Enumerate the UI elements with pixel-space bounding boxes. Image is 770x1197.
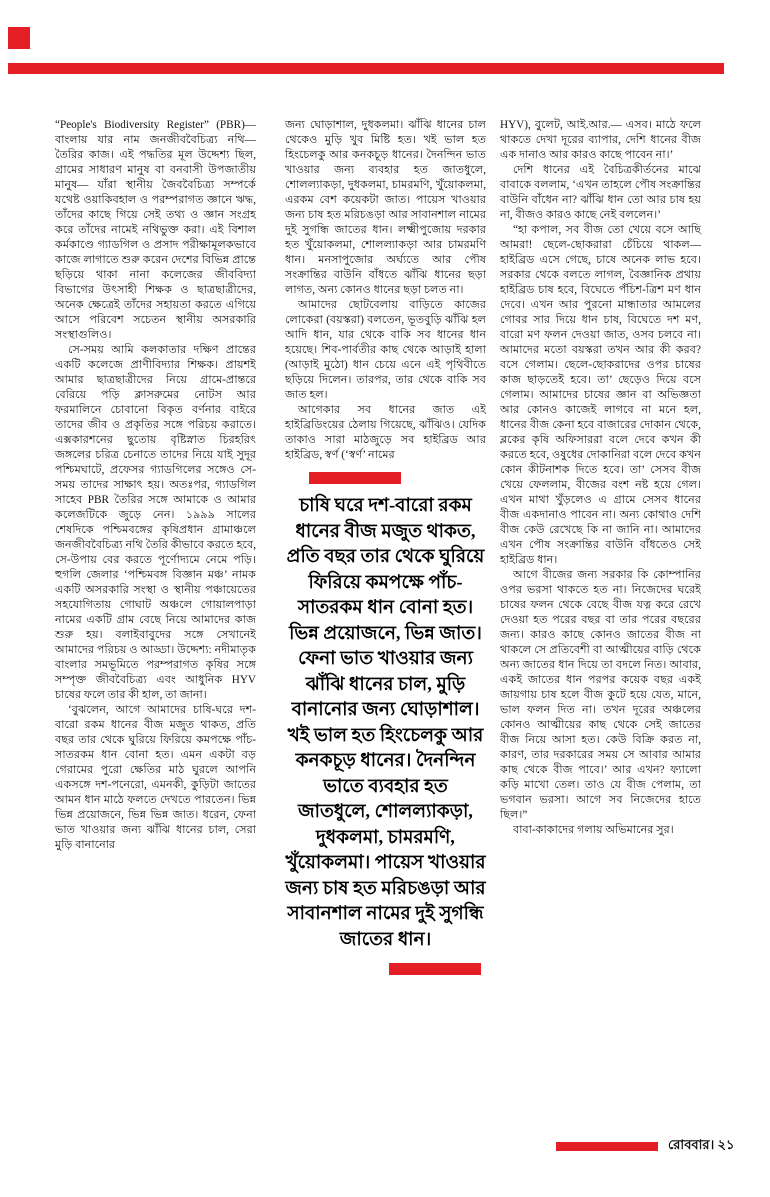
paragraph: জন্য ঘোড়াশাল, দুধকলমা। ঝাঁঝি ধানের চাল থেকেও মুড়ি খুব মিষ্টি হত। খই ভাল হত হিংচেলকু আর কনকচূড় ধানের। দৈনন্দিন ভাত খাওয়ার জন্য ব্যবহার হত জাতধুলে, শোলল্যাকড়া, দুধকলমা, চামরমণি, খুঁয়োকলমা, এরকম বেশ কয়েকটা জাত। পায়েস খাওয়ার জন্য চাষ হত মরিচঙড়া আর সাবানশাল নামের দুই সুগন্ধি জাতের ধান। লক্ষ্মীপুজোয় দরকার হত খুঁয়োকলমা, শোলল্যাকড়া আর চামরমণি ধান। মনসাপুজোর অর্ঘ্যতে আর পৌষ সংক্রান্তির বাউনি বাঁধতে ঝাঁঝি ধানের ছড়া লাগত, অন্য কোনও ধানের ছড়া চলত না। <box>285 119 486 296</box>
article-column-3 <box>500 118 701 838</box>
article-column-2 <box>285 118 486 975</box>
corner-accent-square <box>8 27 30 49</box>
paragraph: বাবা-কাকাদের গলায় অভিমানের সুর। <box>513 824 674 836</box>
pull-quote-top-rule <box>309 472 401 484</box>
top-red-rule <box>8 63 724 74</box>
paragraph: আগে বীজের জন্য সরকার কি কোম্পানির ওপর ভরসা থাকতে হত না। নিজেদের ঘরেই চাষের ফলন থেকে বেছে বীজ যত্ন করে রেখে দেওয়া হত পরের বছর বা তার পরের বছরের জন্য। কারও কাছে কোনও জাতের বীজ না থাকলে সে প্রতিবেশী বা আত্মীয়ের বাড়ি থেকে অন্য জাতের ধান দিয়ে তা বদলে নিত। আবার, একই জাতের ধান পরপর কয়েক বছর একই জায়গায় চাষ হলে বীজ কুটে হয়ে যেত, মানে, ভাল ফলন দিত না। তখন দূরের অঞ্চলের কোনও আত্মীয়ের কাছ থেকে সেই জাতের বীজ নিয়ে আসা হত। কেউ বিক্রি করত না, কারণ, তার দরকারের সময় সে আবার আমার কাছ থেকে বীজ পাবে।’ আর এখন? ফ্যালো কড়ি মাখো তেল। তাও যে বীজ পেলাম, তা ভগবান ভরসা। আগে সব নিজেদের হাতে ছিল।” <box>500 569 701 821</box>
pull-quote-text: চাষি ঘরে দশ-বারো রকম ধানের বীজ মজুত থাকত, প্রতি বছর তার থেকে ঘুরিয়ে ফিরিয়ে কমপক্ষে পাঁচ-সাতরকম ধান বোনা হত। ভিন্ন প্রয়োজনে, ভিন্ন জাত। ফেনা ভাত খাওয়ার জন্য ঝাঁঝি ধানের চাল, মুড়ি বানানোর জন্য ঘোড়াশাল। খই ভাল হত হিংচেলকু আর কনকচূড় ধানের। দৈনন্দিন ভাতে ব্যবহার হত জাতধুলে, শোলল্যাকড়া, দুধকলমা, চামরমণি, খুঁয়োকলমা। পায়েস খাওয়ার জন্য চাষ হত মরিচঙড়া আর সাবানশাল নামের দুই সুগন্ধি জাতের ধান। <box>285 496 486 950</box>
paragraph: “People's Biodiversity Register” (PBR)— বাংলায় যার নাম জনজীববৈচিত্র্য নথি— তৈরির কাজ। এই পদ্ধতির মূল উদ্দেশ্য ছিল, গ্রামের সাধারণ মানুষ বা বনবাসী উপজাতীয় মানুষ— যাঁরা স্থানীয় জৈববৈচিত্র্য সম্পর্কে যথেষ্ট ওয়াকিবহাল ও পরম্পরাগত জ্ঞানে ঋদ্ধ, তাঁদের কাছে গিয়ে সেই তথ্য ও জ্ঞান সংগ্রহ করে তাঁদের নামেই নথিভুক্ত করা। এই বিশাল কর্মকাণ্ডে গ্যাডগিল ও প্রসাদ পরীক্ষামূলকভাবে কাজে লাগাতে শুরু করেন দেশের বিভিন্ন প্রান্তে ছড়িয়ে থাকা নানা কলেজের জীববিদ্যা বিভাগের উৎসাহী শিক্ষক ও ছাত্রছাত্রীদের, অনেক ক্ষেত্রেই তাঁদের সহায়তা করতে এগিয়ে আসে পরিবেশ সচেতন স্থানীয় অসরকারি সংস্থাগুলিও। <box>55 119 256 341</box>
article-column-1 <box>55 118 256 853</box>
pull-quote <box>285 472 486 975</box>
paragraph: দেশি ধানের এই বৈচিত্রকীর্তনের মাঝে বাবাকে বললাম, ‘এখন তাহলে পৌষ সংক্রান্তির বাউনি বাঁধেন না? ঝাঁঝি ধান তো আর চাষ হয় না, বীজও কারও কাছে নেই বললেন।’ <box>500 164 701 221</box>
paragraph: আগেকার সব ধানের জাত এই হাইব্রিডিংয়ের ঠেলায় গিয়েছে, ঝাঁঝিও। যেদিক তাকাও সারা মাঠজুড়ে সব হাইব্রিড আর হাইব্রিড, স্বর্ণ (‘স্বর্ণ’ নামের <box>285 404 486 461</box>
paragraph: “হা কপাল, সব বীজ তো খেয়ে বসে আছি আমরা! ছেলে-ছোকরারা চেঁচিয়ে থাকল— হাইব্রিড এসে গেছে, চাষে অনেক লাভ হবে। সরকার থেকে বলতে লাগল, বৈজ্ঞানিক প্রথায় হাইব্রিড চাষ হবে, বিঘেতে পঁচিশ-ত্রিশ মণ ধান দেবে। এখন আর পুরনো মান্ধাতার আমলের গোবর সার দিয়ে ধান চাষ, বিঘেতে দশ মণ, বারো মণ ফলন দেওয়া জাত, ওসব চলবে না। আমাদের মতো বয়স্করা তখন আর কী করব? বসে গেলাম। ছেলে-ছোকরাদের ওপর চাষের কাজ ছাড়তেই হবে। তা’ ছেড়েও দিয়ে বসে গেলাম। আমাদের চাষের জ্ঞান বা অভিজ্ঞতা আর কোনও কাজেই লাগবে না মনে হল, ধানের বীজ কেনা হবে বাজারের দোকান থেকে, ব্লকের কৃষি অফিসাররা বলে দেবে কখন কী করতে হবে, ওষুধের দোকানিরা বলে দেবে কখন কোন কীটনাশক দিতে হবে। তা’ সেসব বীজ খেয়ে ফেললাম, বীজের বংশ নষ্ট হয়ে গেল। এখন মাথা খুঁড়লেও এ গ্রামে সেসব ধানের বীজ একদানাও পাবেন না। অন্য কোথাও দেশি বীজ কেউ রেখেছে কি না জানি না। আমাদের এখন পৌষ সংক্রান্তির বাউনি বাঁধতেও সেই হাইব্রিড ধান। <box>500 224 701 566</box>
page-number: রোববার। ২১ <box>668 1137 735 1152</box>
page-footer <box>556 1136 734 1157</box>
paragraph: ‘বুঝলেন, আগে আমাদের চাষি-ঘরে দশ-বারো রকম ধানের বীজ মজুত থাকত, প্রতি বছর তার থেকে ঘুরিয়ে ফিরিয়ে কমপক্ষে পাঁচ-সাতরকম ধান বোনা হত। এমন একটা বড় গেরামের পুরো ক্ষেতির মাঠ ঘুরলে আপনি একসঙ্গে দশ-পনেরো, এমনকী, কুড়িটা জাতের আমন ধান মাঠে ফলতে দেখতে পারতেন। ভিন্ন ভিন্ন প্রয়োজনে, ভিন্ন ভিন্ন জাত। ধরেন, ফেনা ভাত খাওয়ার জন্য ঝাঁঝি ধানের চাল, সেরা মুড়ি বানানোর <box>55 704 256 851</box>
paragraph: আমাদের ছোটবেলায় বাড়িতে কাজের লোকেরা (বয়স্করা) বলতেন, ভূতবুড়ি ঝাঁঝি হল আদি ধান, যার থেকে বাকি সব ধানের ধান হয়েছে। শিব-পার্বতীর কাছ থেকে আড়াই হালা (আড়াই মুঠো) ধান চেয়ে এনে এই পৃথিবীতে ছড়িয়ে দিলেন। তারপর, তার থেকে বাকি সব জাত হল। <box>285 299 486 401</box>
pull-quote-bottom-rule <box>389 963 481 975</box>
paragraph: সে-সময় আমি কলকাতার দক্ষিণ প্রান্তের একটি কলেজে প্রাণীবিদ্যার শিক্ষক। প্রায়শই আমার ছাত্রছাত্রীদের নিয়ে গ্রামে-প্রান্তরে বেরিয়ে পড়ি ক্লাসরুমের নোটস আর ফরমালিনে চোবানো বিকৃত বর্ণনার বাইরে তাদের জীব ও প্রকৃতির সঙ্গে পরিচয় করাতে। এক্সকারশনের ছুতোয় বৃষ্টিস্নাত চিরহরিৎ জঙ্গলের চরিত্র চেনাতে তাদের নিয়ে যাই সুদূর পশ্চিমঘাটে, প্রফেসর গ্যাডগিলের সঙ্গেও সে-সময় তাদের সাক্ষাৎ হয়। অতঃপর, গ্যাডগিল সাহেব PBR তৈরির সঙ্গে আমাকে ও আমার কলেজটিকে জুড়ে নেন। ১৯৯৯ সালের শেষদিকে পশ্চিমবঙ্গের কৃষিপ্রধান গ্রামাঞ্চলে জনজীববৈচিত্র্য নথি তৈরি কীভাবে করতে হবে, সে-উপায় বের করতে পূর্ণোদ্যমে নেমে পড়ি। হুগলি জেলার ‘পশ্চিমবঙ্গ বিজ্ঞান মঞ্চ’ নামক একটি অসরকারি সংস্থা ও স্থানীয় পঞ্চায়েতের সহযোগিতায় গোঘাট অঞ্চলে গোয়ালপাড়া নামের একটি গ্রাম বেছে নিয়ে আমাদের কাজ শুরু হয়। বলাইবাবুদের সঙ্গে সেখানেই আমাদের পরিচয় ও আড্ডা। উদ্দেশ্য: নদীমাতৃক বাংলার সমভূমিতে পরম্পরাগত কৃষির সঙ্গে সম্পৃক্ত জীববৈচিত্র্য এবং আধুনিক HYV চাষের ফলে তার কী হাল, তা জানা। <box>55 344 256 701</box>
footer-red-rule <box>556 1142 658 1151</box>
column-2-text <box>285 118 486 463</box>
paragraph: HYV), বুলেট, আই.আর.— এসব। মাঠে ফলে থাকতে দেখা দূরের ব্যাপার, দেশি ধানের বীজ এক দানাও আর কারও কাছে পাবেন না।’ <box>500 119 701 161</box>
